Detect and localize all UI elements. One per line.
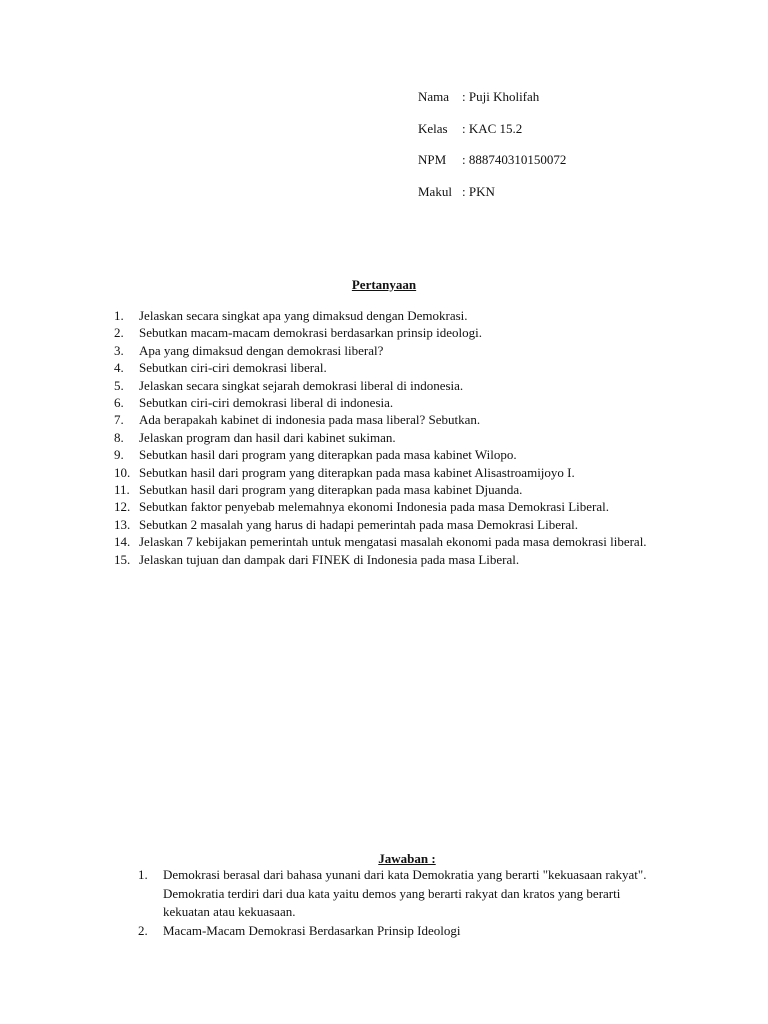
question-number: 12. xyxy=(114,499,131,515)
answer-item xyxy=(138,922,658,941)
question-item xyxy=(114,429,674,446)
identity-label: Kelas xyxy=(418,120,448,136)
question-number: 8. xyxy=(114,429,124,445)
question-number: 5. xyxy=(114,377,124,393)
identity-label: Makul xyxy=(418,183,452,199)
question-item xyxy=(114,411,674,428)
question-number: 2. xyxy=(114,325,124,341)
answer-number: 2. xyxy=(138,922,148,938)
question-item xyxy=(114,551,674,568)
question-number: 14. xyxy=(114,534,131,550)
answer-number: 1. xyxy=(138,867,148,882)
question-text: Sebutkan hasil dari program yang diterapkan pada masa kabinet Djuanda. xyxy=(139,482,523,498)
question-text: Sebutkan hasil dari program yang diterapkan pada masa kabinet Alisastroamijoyo I. xyxy=(139,464,575,480)
question-item xyxy=(114,498,674,515)
student-identity-block xyxy=(418,88,566,214)
identity-row-nama xyxy=(418,88,566,120)
identity-label: Nama xyxy=(418,89,450,104)
question-item xyxy=(114,377,674,394)
answer-text: Macam-Macam Demokrasi Berdasarkan Prinsip Ideologi xyxy=(163,922,461,938)
question-number: 15. xyxy=(114,551,131,567)
identity-label: NPM xyxy=(418,152,447,167)
question-number: 7. xyxy=(114,412,124,428)
identity-value: : PKN xyxy=(462,183,495,199)
question-number: 11. xyxy=(114,482,130,498)
question-item xyxy=(114,516,674,533)
question-text: Jelaskan secara singkat apa yang dimaksud dengan Demokrasi. xyxy=(139,308,468,323)
question-text: Sebutkan hasil dari program yang diterapkan pada masa kabinet Wilopo. xyxy=(139,447,517,463)
answer-item xyxy=(138,866,658,922)
identity-value: : 888740310150072 xyxy=(462,152,567,167)
question-item xyxy=(114,446,674,463)
question-item xyxy=(114,394,674,411)
question-number: 6. xyxy=(114,395,124,411)
question-item xyxy=(114,464,674,481)
question-text: Jelaskan secara singkat sejarah demokrasi liberal di indonesia. xyxy=(139,377,464,393)
question-number: 1. xyxy=(114,308,124,323)
question-item xyxy=(114,359,674,376)
question-text: Sebutkan 2 masalah yang harus di hadapi pemerintah pada masa Demokrasi Liberal. xyxy=(139,516,578,532)
question-number: 13. xyxy=(114,516,131,532)
answers-list xyxy=(138,866,658,940)
question-text: Jelaskan program dan hasil dari kabinet sukiman. xyxy=(139,429,396,445)
question-item xyxy=(114,533,674,550)
question-text: Sebutkan ciri-ciri demokrasi liberal. xyxy=(139,360,327,376)
question-text: Apa yang dimaksud dengan demokrasi liberal? xyxy=(139,342,384,358)
question-text: Jelaskan 7 kebijakan pemerintah untuk mengatasi masalah ekonomi pada masa demokrasi liberal. xyxy=(139,534,647,550)
question-text: Sebutkan ciri-ciri demokrasi liberal di indonesia. xyxy=(139,395,394,411)
question-item xyxy=(114,481,674,498)
questions-heading: Pertanyaan xyxy=(351,277,417,292)
question-text: Sebutkan faktor penyebab melemahnya ekonomi Indonesia pada masa Demokrasi Liberal. xyxy=(139,499,610,515)
questions-list xyxy=(114,307,674,568)
question-text: Jelaskan tujuan dan dampak dari FINEK di Indonesia pada masa Liberal. xyxy=(139,551,520,567)
identity-row-kelas xyxy=(418,120,566,152)
question-text: Ada berapakah kabinet di indonesia pada masa liberal? Sebutkan. xyxy=(139,412,481,428)
identity-row-npm xyxy=(418,151,566,183)
question-number: 9. xyxy=(114,447,124,463)
question-number: 3. xyxy=(114,342,124,358)
identity-row-makul xyxy=(418,183,566,215)
question-item xyxy=(114,307,674,324)
question-text: Sebutkan macam-macam demokrasi berdasarkan prinsip ideologi. xyxy=(139,325,482,341)
question-number: 4. xyxy=(114,360,124,376)
question-number: 10. xyxy=(114,464,131,480)
identity-value: : Puji Kholifah xyxy=(462,89,540,104)
answer-text: Demokrasi berasal dari bahasa yunani dari kata Demokratia yang berarti "kekuasaan rakyat". Demokratia terdiri dari dua kata yaitu demos yang berarti rakyat dan kratos yang berarti kekuatan atau kekuasaan. xyxy=(163,867,647,919)
question-item xyxy=(114,342,674,359)
answers-heading: Jawaban : xyxy=(378,851,436,866)
identity-value: : KAC 15.2 xyxy=(462,120,523,136)
question-item xyxy=(114,324,674,341)
